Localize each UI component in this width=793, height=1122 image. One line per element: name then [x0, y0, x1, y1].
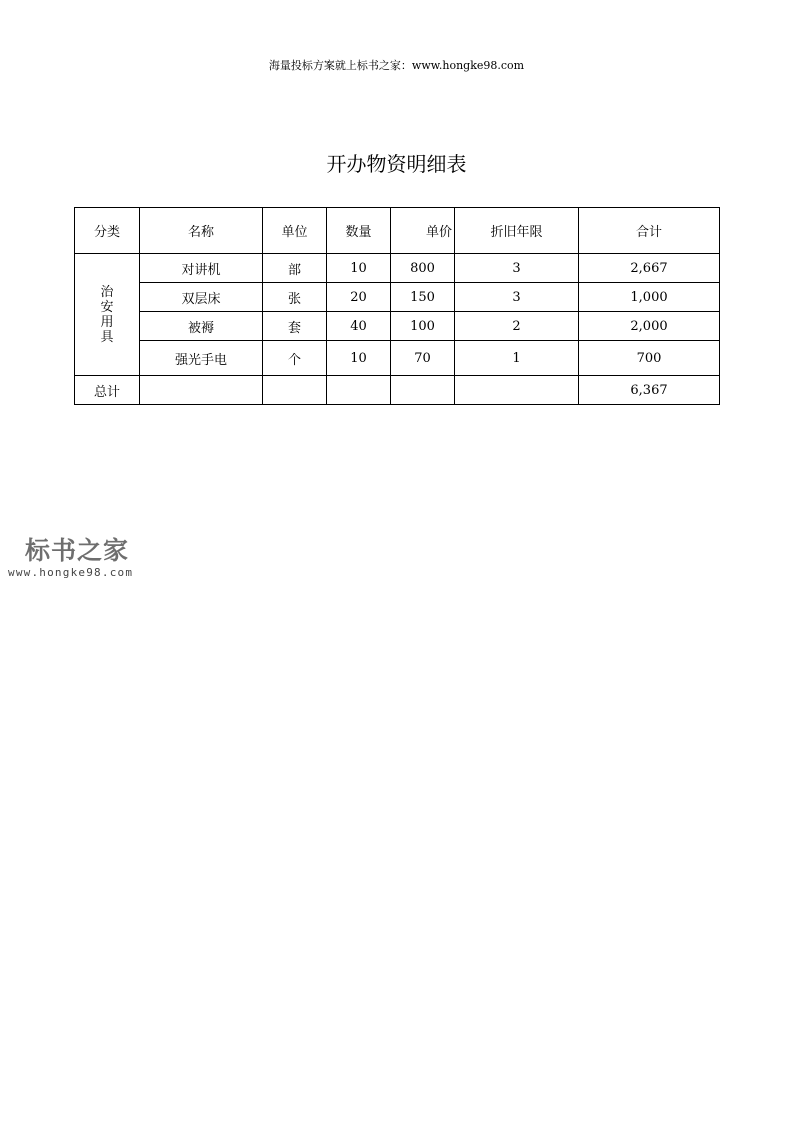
empty-cell	[391, 376, 455, 405]
item-total: 2,667	[579, 254, 720, 283]
supplies-detail-table	[74, 207, 720, 405]
item-total: 2,000	[579, 312, 720, 341]
item-unit-price: 100	[391, 312, 455, 341]
item-quantity: 10	[327, 341, 391, 376]
item-depreciation-years: 3	[455, 254, 579, 283]
item-name: 强光手电	[140, 341, 263, 376]
empty-cell	[455, 376, 579, 405]
item-total: 700	[579, 341, 720, 376]
column-header-name: 名称	[140, 208, 263, 254]
category-cell	[75, 254, 140, 376]
column-header-unit: 单位	[263, 208, 327, 254]
table-row	[75, 254, 720, 283]
table-header-row	[75, 208, 720, 254]
item-depreciation-years: 1	[455, 341, 579, 376]
watermark-brand: 标书之家	[25, 536, 130, 565]
item-unit: 个	[263, 341, 327, 376]
empty-cell	[263, 376, 327, 405]
column-header-quantity: 数量	[327, 208, 391, 254]
total-label: 总计	[75, 376, 140, 405]
column-header-total: 合计	[579, 208, 720, 254]
item-depreciation-years: 2	[455, 312, 579, 341]
item-unit: 张	[263, 283, 327, 312]
watermark-url: www.hongke98.com	[8, 566, 134, 579]
empty-cell	[140, 376, 263, 405]
category-char: 用	[100, 314, 114, 330]
category-char: 具	[100, 329, 114, 345]
item-unit: 套	[263, 312, 327, 341]
item-name: 被褥	[140, 312, 263, 341]
page-header: 海量投标方案就上标书之家：www.hongke98.com	[268, 59, 525, 72]
column-header-depreciation-years: 折旧年限	[455, 208, 579, 254]
item-unit-price: 150	[391, 283, 455, 312]
document-title: 开办物资明细表	[326, 152, 467, 176]
item-name: 对讲机	[140, 254, 263, 283]
item-name: 双层床	[140, 283, 263, 312]
table-row	[75, 341, 720, 376]
column-header-category: 分类	[75, 208, 140, 254]
table-row	[75, 283, 720, 312]
table-total-row	[75, 376, 720, 405]
category-char: 安	[100, 299, 114, 315]
grand-total-value: 6,367	[579, 376, 720, 405]
empty-cell	[327, 376, 391, 405]
item-unit: 部	[263, 254, 327, 283]
item-total: 1,000	[579, 283, 720, 312]
item-depreciation-years: 3	[455, 283, 579, 312]
column-header-unit-price: 单价	[391, 208, 455, 254]
item-unit-price: 70	[391, 341, 455, 376]
category-char: 治	[100, 284, 114, 300]
table-row	[75, 312, 720, 341]
item-quantity: 10	[327, 254, 391, 283]
watermark-logo	[8, 536, 158, 579]
item-quantity: 20	[327, 283, 391, 312]
item-unit-price: 800	[391, 254, 455, 283]
item-quantity: 40	[327, 312, 391, 341]
